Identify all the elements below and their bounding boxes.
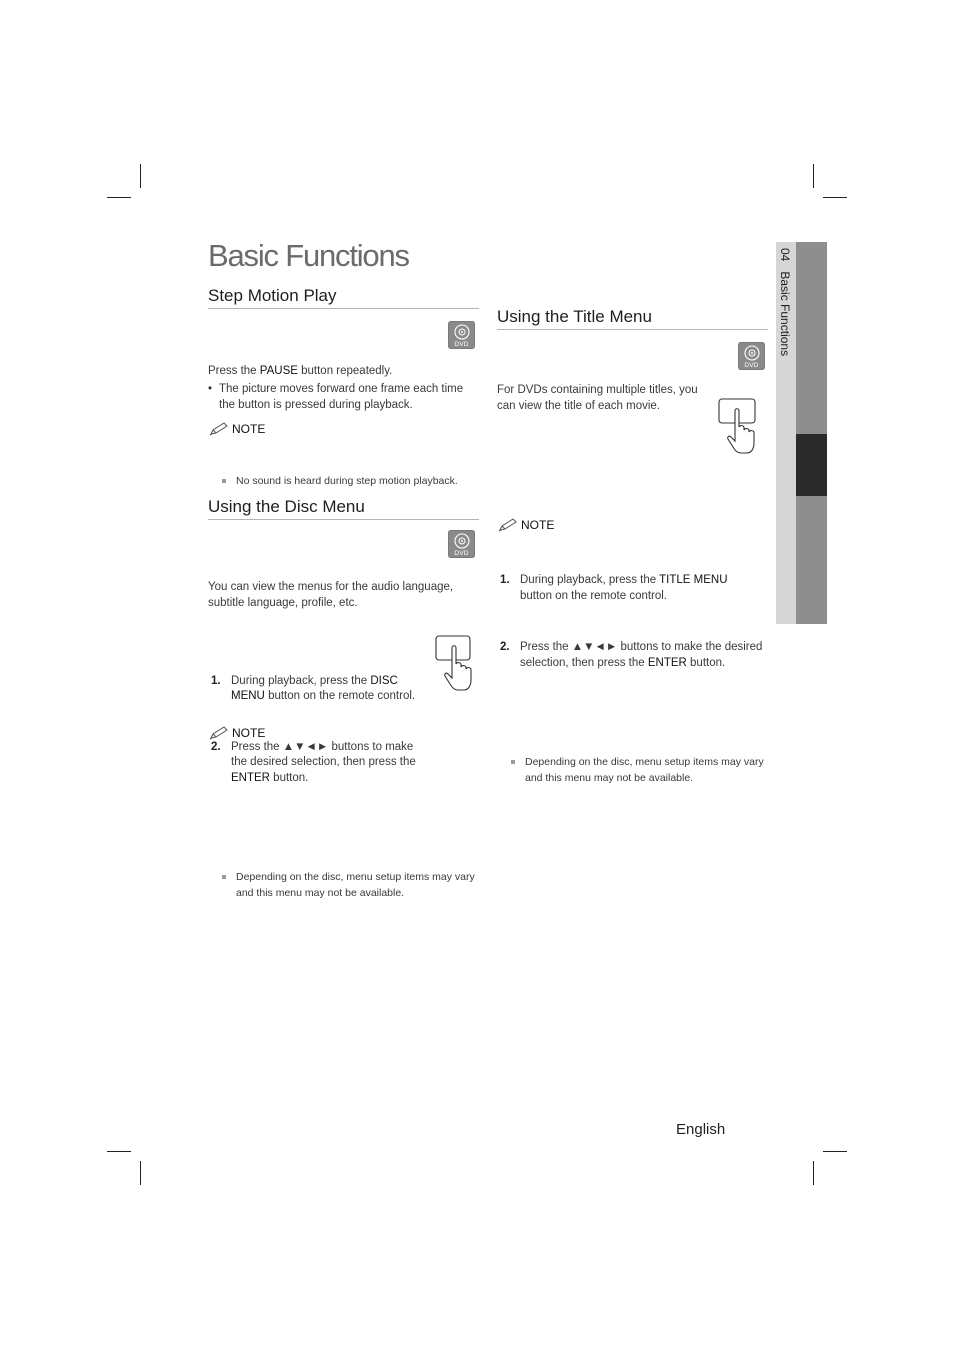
- chapter-title: Basic Functions: [778, 271, 792, 357]
- dvd-badge: [448, 321, 475, 349]
- step-number: 2.: [500, 641, 510, 653]
- step-item: [498, 640, 776, 671]
- text: Press the ▲▼◄► buttons to make the desired selection, then press the: [520, 641, 763, 669]
- note-label: NOTE: [232, 726, 266, 740]
- pencil-note-icon: [209, 422, 229, 436]
- dvd-disc-icon: [454, 324, 470, 340]
- note-label: NOTE: [232, 422, 266, 436]
- crop-mark: [813, 164, 814, 188]
- step-number: 1.: [211, 674, 221, 687]
- section-heading-step-motion: [208, 286, 479, 309]
- step-motion-intro: [208, 364, 478, 380]
- heading-text: Using the Title Menu: [497, 307, 652, 326]
- side-tab-marker: [796, 434, 827, 496]
- step-item: [498, 573, 740, 604]
- intro-text: For DVDs containing multiple titles, you can view the title of each movie.: [497, 384, 698, 412]
- badge-label: DVD: [454, 341, 469, 348]
- step-item: [209, 674, 431, 705]
- dvd-badge: [738, 342, 765, 370]
- note-item: [220, 870, 490, 901]
- crop-mark: [107, 1151, 131, 1152]
- text: Press the: [208, 365, 260, 377]
- text: button repeatedly.: [297, 365, 393, 377]
- crop-mark: [823, 197, 847, 198]
- step-number: 1.: [500, 574, 510, 586]
- badge-label: DVD: [744, 362, 759, 369]
- pencil-note-icon: [498, 518, 518, 532]
- heading-text: Step Motion Play: [208, 286, 337, 305]
- title-menu-intro: [497, 383, 712, 414]
- bullet-text: The picture moves forward one frame each time the button is pressed during playback.: [219, 383, 464, 411]
- hand-remote-icon: [717, 397, 763, 455]
- crop-mark: [813, 1161, 814, 1185]
- dvd-disc-icon: [454, 533, 470, 549]
- intro-text: You can view the menus for the audio language, subtitle language, profile, etc.: [208, 581, 454, 609]
- key-pause: PAUSE: [259, 365, 298, 377]
- crop-mark: [107, 197, 131, 198]
- pencil-note-icon: [209, 726, 229, 740]
- step-number: 2.: [211, 740, 221, 753]
- hand-remote-icon: [434, 634, 480, 692]
- crop-mark: [140, 164, 141, 188]
- crop-mark: [140, 1161, 141, 1185]
- crop-mark: [823, 1151, 847, 1152]
- note-heading: [209, 422, 265, 436]
- disc-menu-intro: [208, 580, 468, 611]
- note-text: No sound is heard during step motion playback.: [236, 475, 458, 487]
- note-item: [509, 755, 779, 786]
- note-heading: [209, 726, 265, 740]
- text: During playback, press the: [520, 574, 660, 586]
- side-tab-dark: [796, 242, 827, 624]
- badge-label: DVD: [454, 550, 469, 557]
- chapter-number: 04: [778, 248, 792, 262]
- note-label: NOTE: [521, 518, 555, 532]
- dvd-disc-icon: [744, 345, 760, 361]
- note-text: Depending on the disc, menu setup items may vary and this menu may not be available.: [525, 756, 764, 784]
- bullet-item: [208, 382, 481, 413]
- side-tab-label: [778, 248, 792, 356]
- footer-language: English: [676, 1121, 726, 1138]
- step-item: [209, 740, 431, 787]
- note-heading: [498, 518, 554, 532]
- note-item: [220, 474, 496, 490]
- heading-text: Using the Disc Menu: [208, 497, 365, 516]
- text: button.: [686, 656, 726, 669]
- text: Press the ▲▼◄► buttons to make the desired selection, then press the: [231, 740, 416, 768]
- page-title: Basic Functions: [208, 238, 409, 273]
- text: button.: [269, 771, 309, 784]
- note-text: Depending on the disc, menu setup items may vary and this menu may not be available.: [236, 871, 475, 899]
- dvd-badge: [448, 530, 475, 558]
- key-enter: ENTER: [231, 771, 270, 784]
- key-enter: ENTER: [647, 656, 687, 669]
- key-disc-menu: DISC MENU: [231, 674, 398, 702]
- section-heading-disc-menu: [208, 497, 479, 520]
- key-title-menu: TITLE MENU: [659, 574, 728, 586]
- section-heading-title-menu: [497, 307, 768, 330]
- text: During playback, press the: [231, 674, 371, 687]
- text: button on the remote control.: [264, 690, 416, 702]
- text: button on the remote control.: [520, 589, 668, 602]
